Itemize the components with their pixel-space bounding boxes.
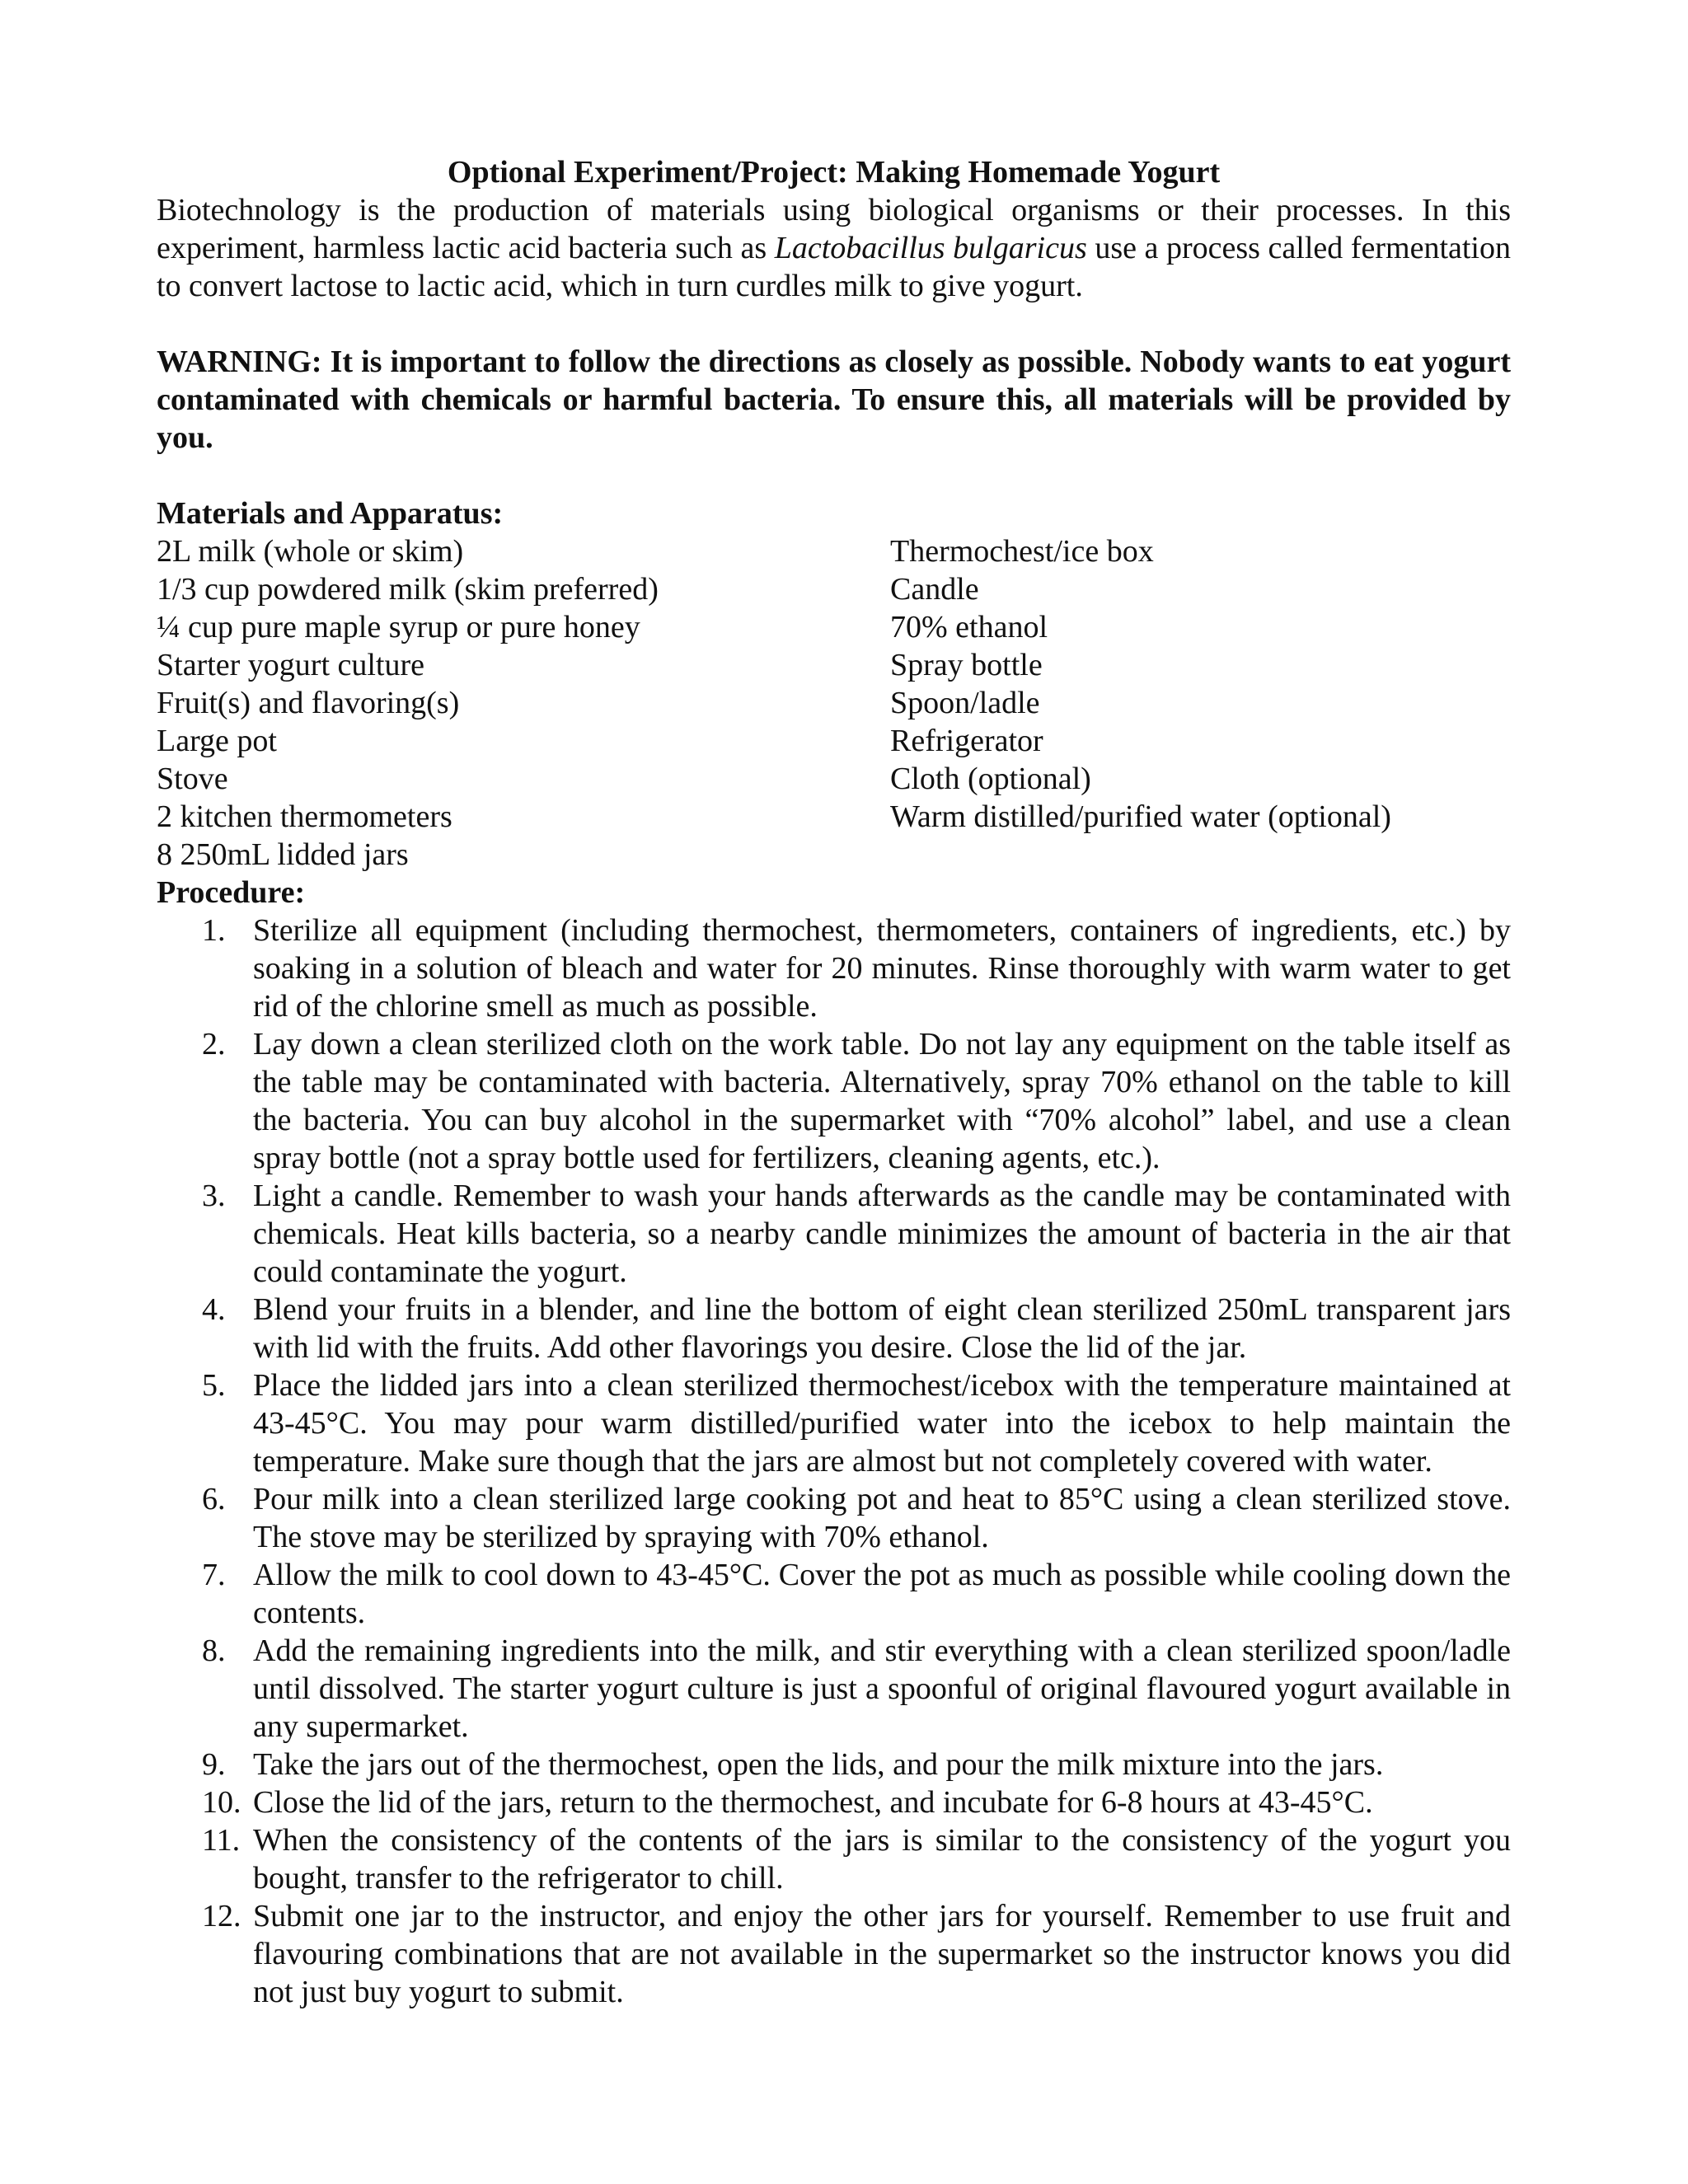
procedure-steps: [157, 912, 1511, 2011]
intro-text-end: use a process called fermentation to convert lactose to lactic acid, which in turn curdles milk to give yogurt.: [157, 231, 1511, 303]
procedure-heading: Procedure:: [157, 875, 306, 910]
step-text: Blend your fruits in a blender, and line the bottom of eight clean sterilized 250mL transparent jars with lid with the fruits. Add other flavorings you desire. Close the lid of the jar.: [253, 1292, 1511, 1365]
step-number: 8.: [202, 1633, 226, 1668]
step-text: Place the lidded jars into a clean sterilized thermochest/icebox with the temperature maintained at 43-45°C. You may pour warm distilled/purified water into the icebox to help maintain the temperature. Make sure though that the jars are almost but not completely covered with water.: [253, 1368, 1511, 1479]
intro-text-start: Biotechnology is the production of materials using biological organisms or their processes. In this experiment, harmless lactic acid bacteria such as: [157, 193, 1511, 265]
warning-paragraph: WARNING: It is important to follow the directions as closely as possible. Nobody wants to eat yogurt contaminated with chemicals or harmful bacteria. To ensure this, all materials will be provided by you.: [157, 344, 1511, 455]
document-page: [157, 153, 1511, 2011]
material-item: Refrigerator: [890, 724, 1043, 758]
material-item: 8 250mL lidded jars: [157, 837, 409, 872]
step-text: When the consistency of the contents of the jars is similar to the consistency of the yogurt you bought, transfer to the refrigerator to chill.: [253, 1823, 1511, 1896]
step-text: Light a candle. Remember to wash your hands afterwards as the candle may be contaminated with chemicals. Heat kills bacteria, so a nearby candle minimizes the amount of bacteria in the air that could contaminate the yogurt.: [253, 1179, 1511, 1289]
material-item: Starter yogurt culture: [157, 648, 425, 682]
step-text: Take the jars out of the thermochest, open the lids, and pour the milk mixture into the jars.: [253, 1747, 1384, 1782]
step-number: 10.: [202, 1785, 241, 1820]
procedure-step: [157, 1366, 1511, 1480]
material-item: Spoon/ladle: [890, 686, 1040, 720]
procedure-step: [157, 1291, 1511, 1366]
material-item: Spray bottle: [890, 648, 1043, 682]
procedure-step: [157, 1177, 1511, 1291]
material-item: Warm distilled/purified water (optional): [890, 799, 1391, 834]
materials-list: [157, 532, 1511, 874]
material-item: 1/3 cup powdered milk (skim preferred): [157, 572, 659, 607]
step-number: 7.: [202, 1558, 226, 1592]
step-number: 11.: [202, 1823, 241, 1858]
materials-left-column: [157, 532, 890, 874]
step-number: 3.: [202, 1179, 226, 1213]
materials-right-column: [890, 532, 1511, 874]
step-number: 5.: [202, 1368, 226, 1403]
material-item: 2L milk (whole or skim): [157, 534, 464, 569]
material-item: ¼ cup pure maple syrup or pure honey: [157, 610, 640, 644]
step-text: Add the remaining ingredients into the milk, and stir everything with a clean sterilized spoon/ladle until dissolved. The starter yogurt culture is just a spoonful of original flavoured yogurt available in any supermarket.: [253, 1633, 1511, 1744]
material-item: 2 kitchen thermometers: [157, 799, 452, 834]
material-item: Thermochest/ice box: [890, 534, 1154, 569]
material-item: Cloth (optional): [890, 762, 1091, 796]
step-text: Close the lid of the jars, return to the thermochest, and incubate for 6-8 hours at 43-45°C.: [253, 1785, 1373, 1820]
procedure-step: [157, 1897, 1511, 2011]
step-number: 12.: [202, 1899, 241, 1933]
procedure-step: [157, 1783, 1511, 1821]
step-number: 6.: [202, 1482, 226, 1516]
material-item: Large pot: [157, 724, 277, 758]
material-item: 70% ethanol: [890, 610, 1048, 644]
step-number: 1.: [202, 913, 226, 948]
procedure-step: [157, 1632, 1511, 1746]
step-text: Pour milk into a clean sterilized large cooking pot and heat to 85°C using a clean sterilized stove. The stove may be sterilized by spraying with 70% ethanol.: [253, 1482, 1511, 1554]
page-title: Optional Experiment/Project: Making Homemade Yogurt: [447, 155, 1221, 190]
step-number: 2.: [202, 1027, 226, 1062]
species-name: Lactobacillus bulgaricus: [774, 231, 1087, 265]
procedure-step: [157, 1025, 1511, 1177]
step-text: Lay down a clean sterilized cloth on the work table. Do not lay any equipment on the table itself as the table may be contaminated with bacteria. Alternatively, spray 70% ethanol on the table to kill the bacteria. You can buy alcohol in the supermarket with “70% alcohol” label, and use a clean spray bottle (not a spray bottle used for fertilizers, cleaning agents, etc.).: [253, 1027, 1511, 1175]
material-item: Candle: [890, 572, 979, 607]
material-item: Fruit(s) and flavoring(s): [157, 686, 460, 720]
step-number: 9.: [202, 1747, 226, 1782]
step-text: Sterilize all equipment (including thermochest, thermometers, containers of ingredients, etc.) by soaking in a solution of bleach and water for 20 minutes. Rinse thoroughly with warm water to get rid of the chlorine smell as much as possible.: [253, 913, 1511, 1024]
material-item: Stove: [157, 762, 228, 796]
materials-heading: Materials and Apparatus:: [157, 496, 504, 531]
step-number: 4.: [202, 1292, 226, 1327]
procedure-step: [157, 1746, 1511, 1783]
procedure-step: [157, 1821, 1511, 1897]
procedure-step: [157, 912, 1511, 1025]
step-text: Allow the milk to cool down to 43-45°C. Cover the pot as much as possible while cooling down the contents.: [253, 1558, 1511, 1630]
step-text: Submit one jar to the instructor, and enjoy the other jars for yourself. Remember to use fruit and flavouring combinations that are not available in the supermarket so the instructor knows you did not just buy yogurt to submit.: [253, 1899, 1511, 2009]
intro-paragraph: [157, 191, 1511, 305]
procedure-step: [157, 1556, 1511, 1632]
procedure-step: [157, 1480, 1511, 1556]
